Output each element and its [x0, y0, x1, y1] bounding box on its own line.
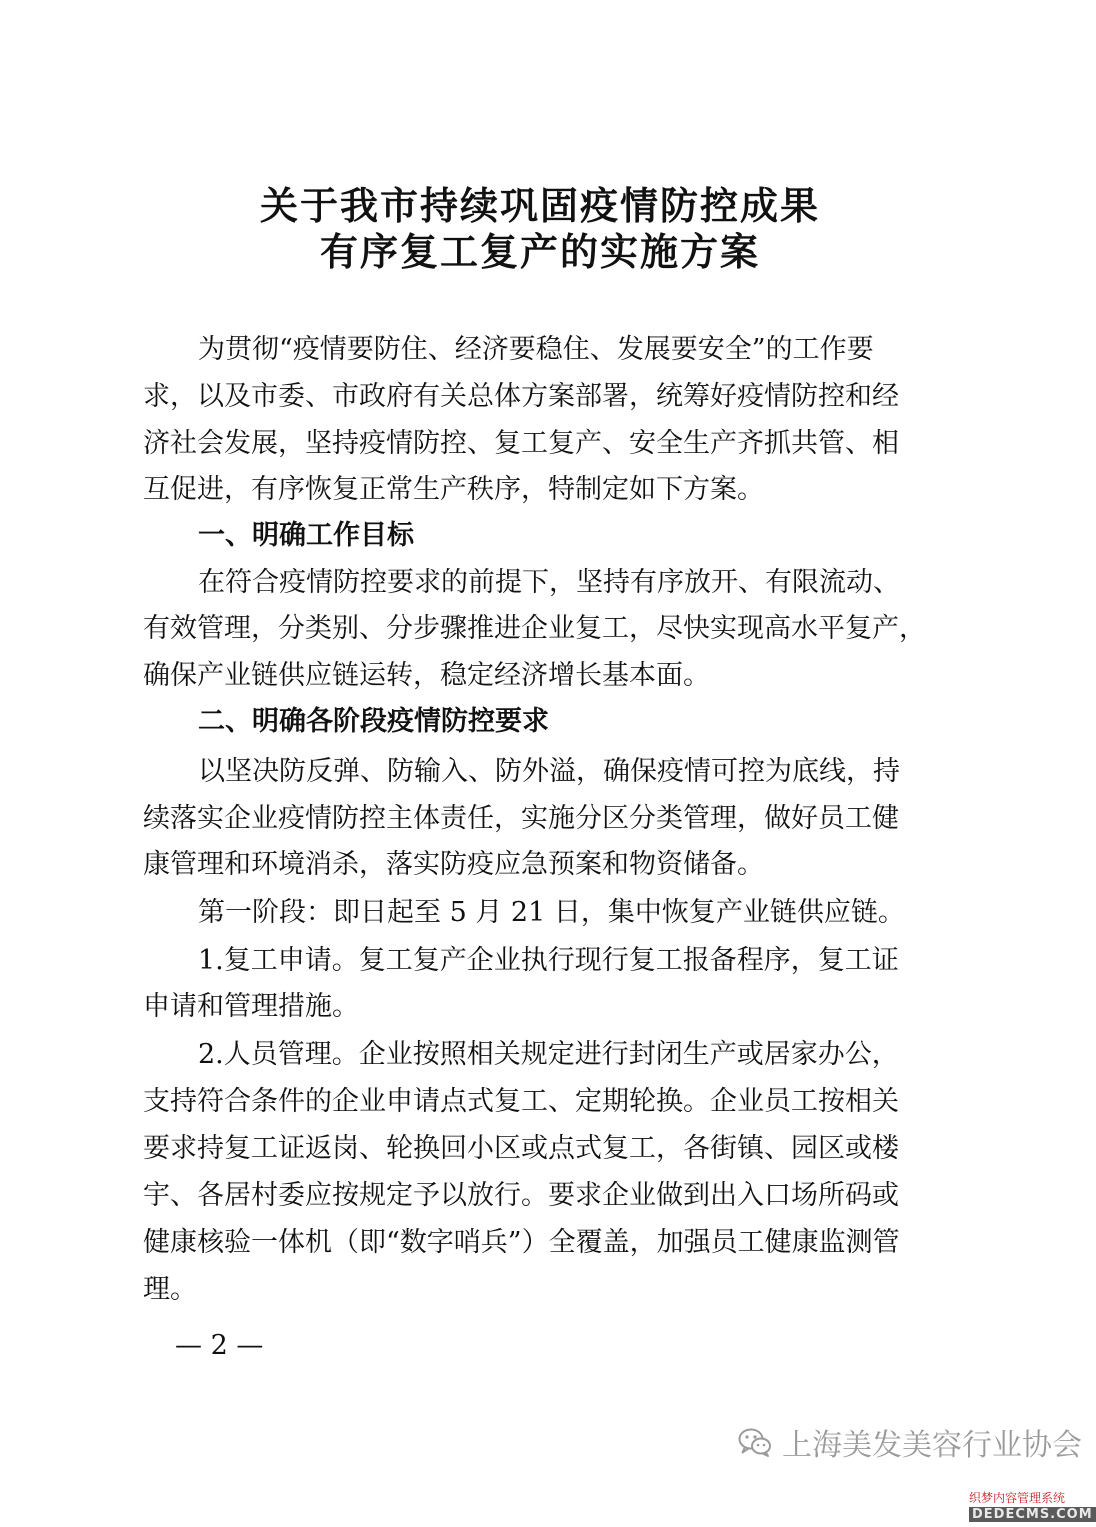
body-line: 理。 [143, 1274, 197, 1305]
site-watermark-badge [965, 1485, 1093, 1527]
body-line: 支持符合条件的企业申请点式复工、定期轮换。企业员工按相关 [143, 1086, 899, 1117]
wechat-watermark [738, 1422, 1082, 1462]
body-line: 在符合疫情防控要求的前提下，坚持有序放开、有限流动、 [198, 567, 900, 598]
phase-line: 第一阶段：即日起至 5 月 21 日，集中恢复产业链供应链。 [198, 897, 905, 928]
body-line: 续落实企业疫情防控主体责任，实施分区分类管理，做好员工健 [143, 803, 899, 834]
body-line: 为贯彻“疫情要防住、经济要稳住、发展要安全”的工作要 [198, 334, 874, 365]
body-line: 健康核验一体机（即“数字哨兵”）全覆盖，加强员工健康监测管 [143, 1227, 900, 1258]
section-heading-2: 二、明确各阶段疫情防控要求 [198, 706, 549, 737]
body-line: 有效管理，分类别、分步骤推进企业复工，尽快实现高水平复产， [143, 613, 926, 644]
watermark-account-name: 上海美发美容行业协会 [782, 1428, 1082, 1463]
body-line: 要求持复工证返岗、轮换回小区或点式复工，各街镇、园区或楼 [143, 1133, 899, 1164]
document-title-line-1: 关于我市持续巩固疫情防控成果 [259, 183, 820, 228]
site-badge-line-1: 织梦内容管理系统 [969, 1491, 1066, 1505]
body-line: 宇、各居村委应按规定予以放行。要求企业做到出入口场所码或 [143, 1180, 899, 1211]
page-number: — 2 — [175, 1330, 264, 1361]
body-line: 济社会发展，坚持疫情防控、复工复产、安全生产齐抓共管、相 [143, 428, 899, 459]
body-line: 以坚决防反弹、防输入、防外溢，确保疫情可控为底线，持 [198, 756, 900, 787]
wechat-icon [738, 1427, 772, 1457]
body-line: 求，以及市委、市政府有关总体方案部署，统筹好疫情防控和经 [143, 381, 899, 412]
body-line: 2.人员管理。企业按照相关规定进行封闭生产或居家办公， [198, 1039, 899, 1070]
body-line: 1.复工申请。复工复产企业执行现行复工报备程序，复工证 [198, 945, 899, 976]
body-line: 康管理和环境消杀，落实防疫应急预案和物资储备。 [143, 849, 764, 880]
site-badge-line-2: DEDECMS.COM [969, 1507, 1096, 1522]
document-title-line-2: 有序复工复产的实施方案 [319, 229, 760, 274]
section-heading-1: 一、明确工作目标 [198, 520, 414, 551]
body-line: 申请和管理措施。 [143, 991, 359, 1022]
body-line: 互促进，有序恢复正常生产秩序，特制定如下方案。 [143, 474, 764, 505]
body-line: 确保产业链供应链运转，稳定经济增长基本面。 [143, 660, 710, 691]
